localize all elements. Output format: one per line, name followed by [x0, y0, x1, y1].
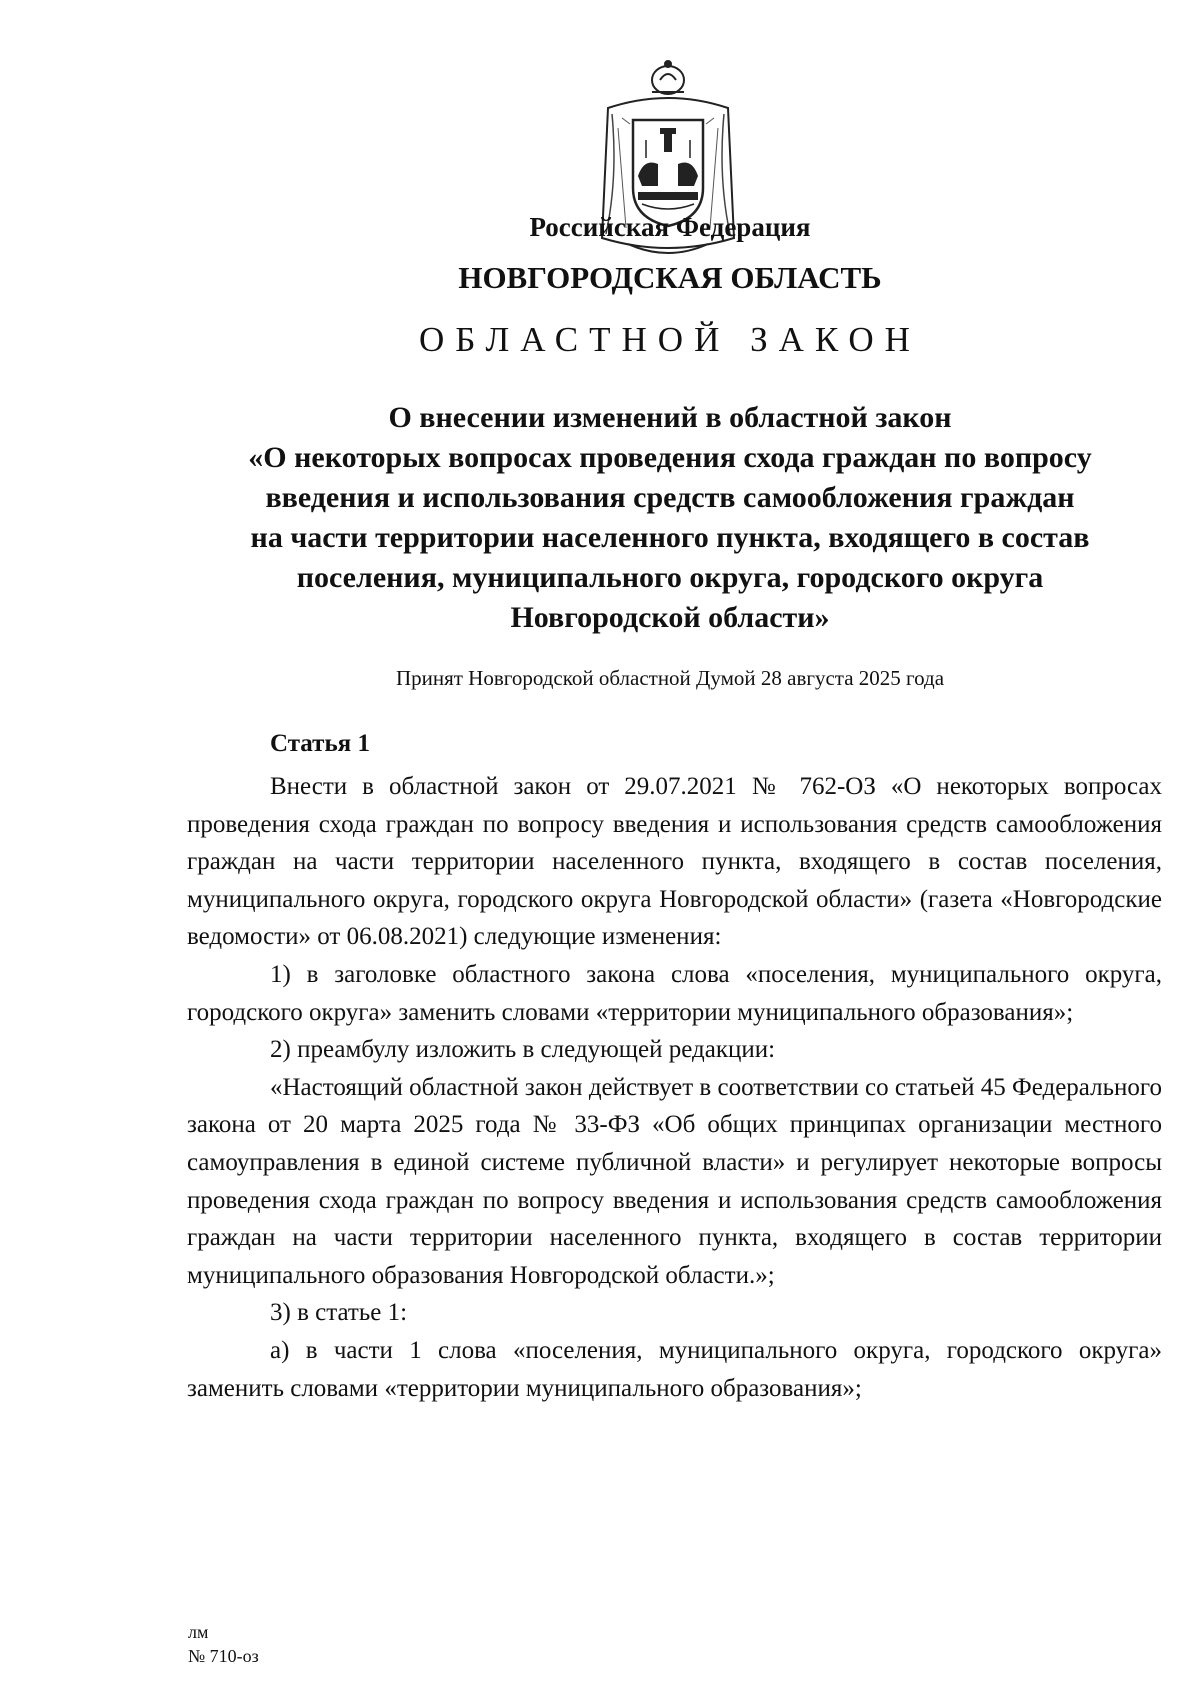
law-title-line: на части территории населенного пункта, входящего в состав [250, 521, 1090, 554]
article-paragraph: 3) в статье 1: [270, 1299, 408, 1327]
federation-heading: Российская Федерация [529, 212, 811, 242]
region-heading: НОВГОРОДСКАЯ ОБЛАСТЬ [458, 260, 882, 295]
article-heading: Статья 1 [270, 730, 370, 757]
adoption-note: Принят Новгородской областной Думой 28 августа 2025 года [395, 666, 945, 690]
law-title-line: введения и использования средств самообложения граждан [265, 481, 1075, 514]
article-paragraph: Внести в областной закон от 29.07.2021 № 762-ОЗ «О некоторых вопросах проведения схода граждан по вопросу введения и использования средств самообложения граждан на части территории населенного пункта, входящего в состав поселения, муниципального округа, городского округа Новгородской области» (газета «Новгородские ведомости» от 06.08.2021) следующие изменения: [187, 773, 1162, 951]
article-body [187, 768, 1162, 1407]
law-type-heading: ОБЛАСТНОЙ ЗАКОН [419, 320, 921, 359]
law-title-line: О внесении изменений в областной закон [388, 401, 952, 434]
law-title-line: «О некоторых вопросах проведения схода граждан по вопросу [248, 441, 1092, 474]
law-title-line: Новгородской области» [510, 601, 830, 634]
law-title [150, 398, 1190, 638]
article-paragraph: «Настоящий областной закон действует в соответствии со статьей 45 Федерального закона от 20 марта 2025 года № 33-ФЗ «Об общих принципах организации местного самоуправления в единой системе публичной власти» и регулирует некоторые вопросы проведения схода граждан по вопросу введения и использования средств самообложения граждан на части территории населенного пункта, входящего в состав территории муниципального образования Новгородской области.»; [187, 1073, 1162, 1289]
article-paragraph: а) в части 1 слова «поселения, муниципального округа, городского округа» заменить словами «территории муниципального образования»; [187, 1336, 1162, 1402]
footer-initials: лм [188, 1622, 209, 1642]
article-paragraph: 2) преамбулу изложить в следующей редакции: [270, 1036, 776, 1064]
document-footer [188, 1620, 259, 1668]
article-paragraph: 1) в заголовке областного закона слова «поселения, муниципального округа, городского округа» заменить словами «территории муниципального образования»; [187, 960, 1162, 1026]
law-title-line: поселения, муниципального округа, городского округа [296, 561, 1044, 594]
footer-doc-number: № 710-оз [188, 1646, 259, 1666]
